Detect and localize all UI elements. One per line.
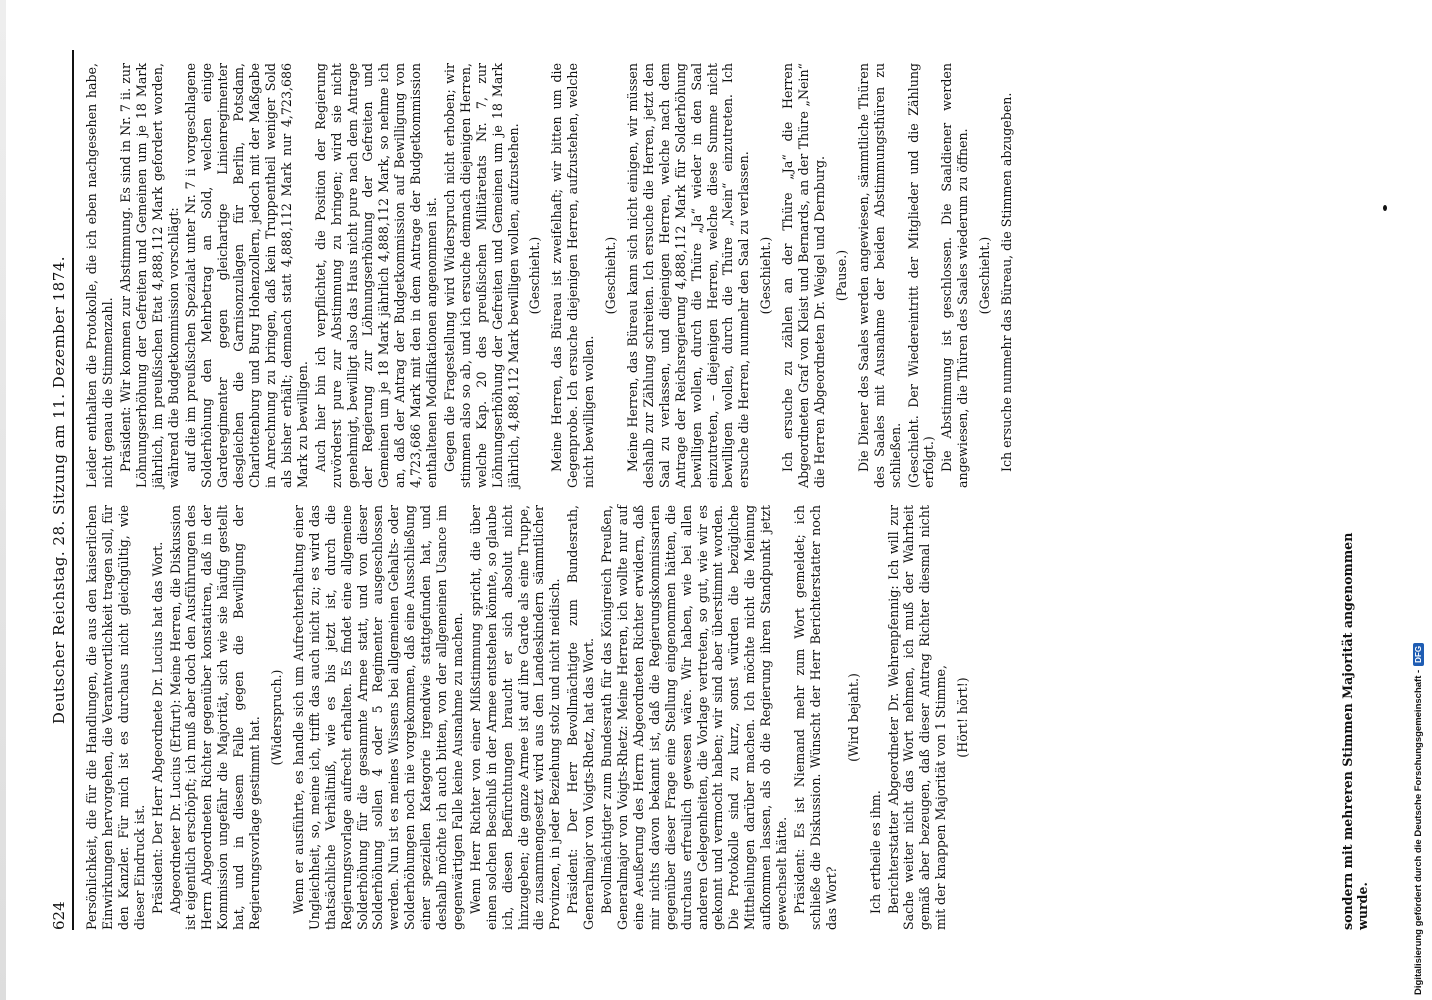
- interjection: (Geschieht.): [977, 236, 993, 315]
- paragraph: Ich ertheile es ihm.: [867, 790, 883, 914]
- dfg-logo-badge: DFG: [1413, 643, 1424, 666]
- paragraph: Meine Herren, das Büreau ist zweifelhaft; wir bitten um die Gegenprobe. Ich ersuche diejenigen Herren, aufzustehen, welche nicht bewilligen wollen.: [549, 63, 597, 488]
- dfg-footer: [1413, 643, 1424, 995]
- paragraph: auf die im preußischen Spezialat unter Nr. 7 ii vorgeschlagene Solderhöhung den Mehrbetrag an Sold, welchen einige Garderegimenter gegen gleichartige Linienregimenter desgleichen die Garnisonzulagen für Berlin, Potsdam, Charlottenburg und Burg Hohenzollern, jedoch mit der Maßgabe in Anrechnung zu bringen, daß kein Truppentheil weniger Sold als bisher erhält; demnach statt 4,888,112 Mark nur 4,723,686 Mark zu bewilligen.: [183, 63, 310, 488]
- footer-text: Digitalisierung gefördert durch die Deutsche Forschungsgemeinschaft -: [1413, 669, 1424, 995]
- paragraph: Persönlichkeit, die für die Handlungen, die aus den kaiserlichen Einwirkungen hervorgehen, die Verantwortlichkeit tragen soll, für den Kanzler. Für mich ist es durchaus nicht gleichgültig, wie dieser Eindruck ist.: [84, 505, 147, 930]
- paragraph: Abgeordneter Dr. Lucius (Erfurt): Meine Herren, die Diskussion ist eigentlich erschöpft; ich muß aber doch den Ausführungen des Herrn Abgeordneten Richter gegenüber konstatiren, daß in der Kommission ungefähr die Majorität, sich wie sie häufig gestellt hat, und in diesem Falle gegen die Bewilligung der Regierungsvorlage gestimmt hat.: [167, 505, 263, 930]
- paragraph: Meine Herren, das Büreau kann sich nicht einigen, wir müssen deshalb zur Zählung schreiten. Ich ersuche die Herren, jetzt den Saal zu verlassen, und diejenigen Herren, welche nach dem Antrage der Reichsregierung 4,888,112 Mark für Solderhöhung bewilligen wollen, durch die Thüre „Ja“ wieder in den Saal einzutreten, – diejenigen Herren, welche diese Summe nicht bewilligen wollen, durch die Thüre „Nein“ einzutreten. Ich ersuche die Herren, nunmehr den Saal zu verlassen.: [625, 63, 752, 488]
- paragraph: Präsident: Wir kommen zur Abstimmung. Es sind in Nr. 7 ii. zur Löhnungserhöhung der Gefreiten und Gemeinen um je 18 Mark jährlich, im preußischen Etat 4,888,112 Mark gefordert worden, während die Budgetkommission vorschlägt:: [117, 63, 181, 488]
- paragraph: Leider enthalten die Protokolle, die ich eben nachgesehen habe, nicht genau die Stimmenzahl.: [84, 63, 115, 488]
- scan-speck: [1383, 205, 1387, 211]
- interjection: (Pause.): [833, 249, 849, 302]
- paragraph: Präsident: Der Herr Abgeordnete Dr. Lucius hat das Wort.: [149, 541, 165, 914]
- paragraph: Präsident: Es ist Niemand mehr zum Wort gemeldet; ich schließe die Diskussion. Wünscht der Herr Berichterstatter noch das Wort?: [791, 505, 839, 930]
- interjection: (Geschieht.): [758, 236, 774, 315]
- interjection: (Wird bejaht.): [845, 673, 861, 762]
- paragraph: Präsident: Der Herr Bevollmächtigte zum Bundesrath, Generalmajor von Voigts-Rhetz, hat das Wort.: [565, 505, 597, 930]
- interjection: (Geschieht.): [527, 236, 543, 315]
- left-column: [84, 505, 977, 930]
- paragraph: Gegen die Fragestellung wird Widerspruch nicht erhoben; wir stimmen also so ab, und ich ersuche demnach diejenigen Herren, welche Kap. 20 des preußischen Militäretats Nr. 7, zur Löhnungserhöhung der Gefreiten und Gemeinen um je 18 Mark jährlich, 4,888,112 Mark bewilligen wollen, aufzustehen.: [441, 63, 521, 488]
- paragraph: Bevollmächtigter zum Bundesrath für das Königreich Preußen, Generalmajor von Voigts-Rhetz: Meine Herren, ich wollte nur auf eine Aeußerung des Herrn Abgeordneten Richter erwidern, daß mir nichts davon bekannt ist, daß die Regierungskommissarien gegenüber dieser Frage eine Stellung eingenommen hätten, die durchaus erfreulich gewesen wäre. Wir haben, wie bei allen anderen Gelegenheiten, die Vorlage vertreten, so gut, wie wir es gekonnt und vermocht haben; wir sind aber überstimmt worden. Die Protokolle sind zu kurz, sonst würden die bezügliche Mittheilungen darüber machen. Ich möchte nicht die Meinung aufkommen lassen, als ob die Regierung ihren Standpunkt jetzt gewechselt hätte.: [599, 505, 790, 930]
- interjection: (Hört! hört!): [955, 677, 971, 758]
- page-number: 624: [50, 901, 68, 930]
- paragraph: (Geschieht. Der Wiedereintritt der Mitglieder und die Zählung erfolgt.): [905, 63, 937, 488]
- closing-line: sondern mit mehreren Stimmen Majorität angenommen wurde.: [1340, 532, 1370, 930]
- interjection: (Geschieht.): [603, 236, 619, 315]
- right-column: [84, 63, 1017, 488]
- page-title: Deutscher Reichstag. 28. Sitzung am 11. Dezember 1874.: [50, 255, 68, 725]
- page-header: [50, 50, 74, 930]
- paragraph: Berichterstatter Abgeordneter Dr. Wehrenpfennig: Ich will zur Sache weiter nicht das Wort nehmen, ich muß der Wahrheit gemäß aber bezeugen, daß dieser Antrag Richter diesmal nicht mit der knappen Majorität von 1 Stimme,: [885, 505, 949, 930]
- paragraph: Die Abstimmung ist geschlossen. Die Saaldiener werden angewiesen, die Thüren des Saales wiederum zu öffnen.: [939, 63, 971, 488]
- paragraph: Auch hier bin ich verpflichtet, die Position der Regierung zuvörderst pure zur Abstimmung zu bringen; wird sie nicht genehmigt, bewilligt also das Haus nicht pure nach dem Antrage der Regierung zur Löhnungserhöhung der Gefreiten und Gemeinen um je 18 Mark jährlich 4,888,112 Mark, so nehme ich an, daß der Antrag der Budgetkommission auf Bewilligung von 4,723,686 Mark mit den in dem Antrage der Budgetkommission enthaltenen Modifikationen angenommen ist.: [312, 63, 440, 488]
- interjection: (Widerspruch.): [268, 669, 284, 766]
- paragraph: Die Diener des Saales werden angewiesen, sämmtliche Thüren des Saales mit Ausnahme der beiden Abstimmungsthüren zu schließen.: [855, 63, 903, 488]
- paragraph: Wenn er ausführte, es handle sich um Aufrechterhaltung einer Ungleichheit, so, meine ich, trifft das auch nicht zu; es wird das thatsächliche Verhältniß, wie es bis jetzt ist, durch die Regierungsvorlage aufrecht erhalten. Es findet eine allgemeine Solderhöhung für die gesammte Armee statt, und von dieser Solderhöhung sollen 4 oder 5 Regimenter ausgeschlossen werden. Nun ist es meines Wissens bei allgemeinen Gehalts- oder Solderhöhungen noch nie vorgekommen, daß eine Ausschließung einer speziellen Kategorie irgendwie stattgefunden hat, und deshalb möchte ich auch bitten, von der allgemeinen Usance im gegenwärtigen Falle keine Ausnahme zu machen.: [290, 505, 465, 930]
- paragraph: Ich ersuche zu zählen an der Thüre „Ja“ die Herren Abgeordneten Graf von Kleist und Bernards, an der Thüre „Nein“ die Herren Abgeordneten Dr. Weigel und Dernburg.: [780, 63, 827, 488]
- paragraph: Wenn Herr Richter von einer Mißstimmung spricht, die über einen solchen Beschluß in der Armee entstehen könnte, so glaube ich, diesen Befürchtungen braucht er sich absolut nicht hinzugeben; die ganze Armee ist auf ihre Garde als eine Truppe, die zusammengesetzt wird aus den Landeskindern sämmtlicher Provinzen, in jeder Beziehung stolz und nicht neidisch.: [467, 505, 563, 930]
- paragraph: Ich ersuche nunmehr das Büreau, die Stimmen abzugeben.: [999, 92, 1015, 472]
